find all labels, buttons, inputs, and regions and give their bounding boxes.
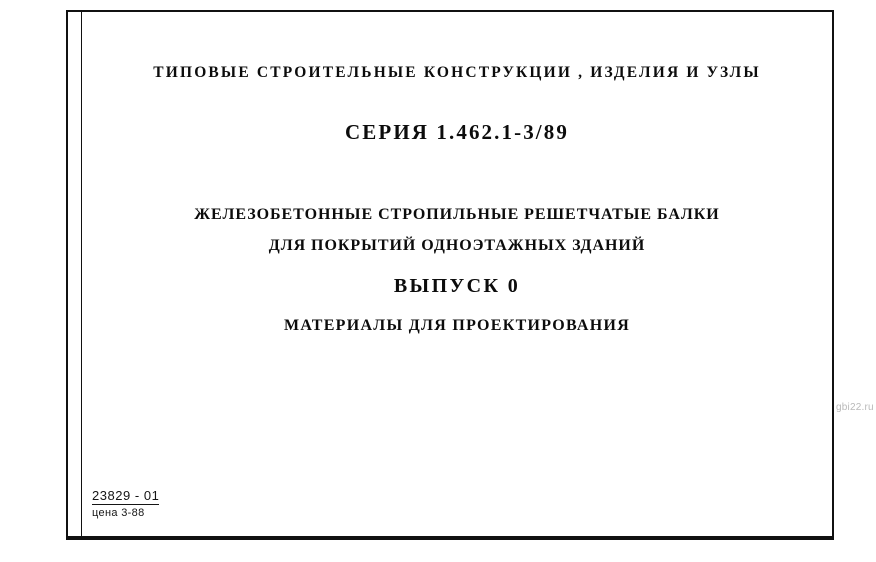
order-code: 23829 - 01	[92, 488, 160, 503]
document-header-line: ТИПОВЫЕ СТРОИТЕЛЬНЫЕ КОНСТРУКЦИИ , ИЗДЕЛИЯ И УЗЛЫ	[153, 64, 761, 81]
subtitle-line-2: ДЛЯ ПОКРЫТИЙ ОДНОЭТАЖНЫХ ЗДАНИЙ	[268, 237, 646, 254]
series-number: СЕРИЯ 1.462.1-3/89	[345, 120, 569, 144]
order-code-block	[92, 487, 212, 519]
bottom-rule	[66, 538, 834, 540]
subtitle-line-1: ЖЕЛЕЗОБЕТОННЫЕ СТРОПИЛЬНЫЕ РЕШЕТЧАТЫЕ БАЛКИ	[194, 206, 720, 223]
title-block	[82, 12, 832, 526]
issue-label: ВЫПУСК 0	[393, 275, 521, 297]
materials-label: МАТЕРИАЛЫ ДЛЯ ПРОЕКТИРОВАНИЯ	[283, 317, 631, 334]
bottom-tick-left	[66, 528, 68, 538]
site-watermark: gbi22.ru	[836, 402, 874, 413]
bottom-tick-right	[832, 528, 834, 538]
order-price: цена 3-88	[92, 507, 145, 519]
